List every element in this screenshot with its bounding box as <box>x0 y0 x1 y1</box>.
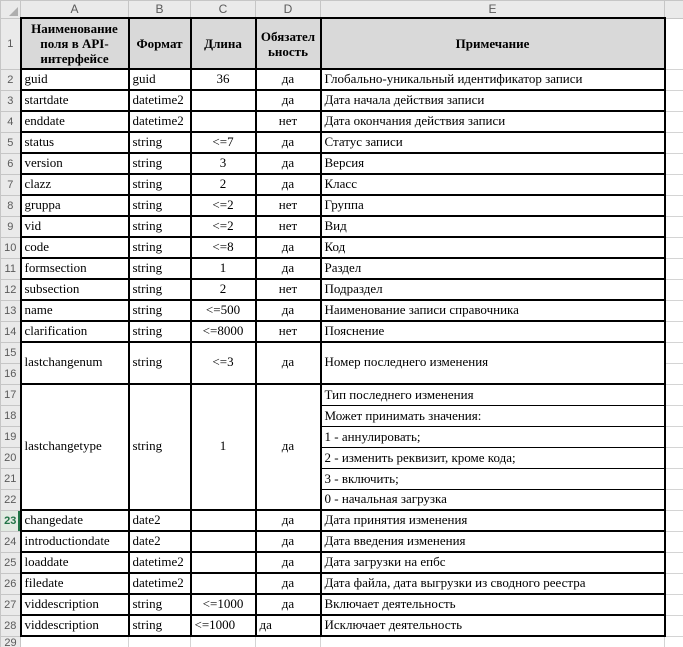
row-header-25[interactable]: 25 <box>1 552 21 573</box>
column-header-f[interactable] <box>665 1 683 19</box>
cell-e17[interactable]: Тип последнего изменения <box>321 384 665 405</box>
cell-e26[interactable]: Дата файла, дата выгрузки из сводного реестра <box>321 573 665 594</box>
cell-b6[interactable]: string <box>129 153 191 174</box>
cell-e4[interactable]: Дата окончания действия записи <box>321 111 665 132</box>
cell-f8[interactable] <box>665 195 683 216</box>
cell-e19[interactable]: 1 - аннулировать; <box>321 426 665 447</box>
cell-f22[interactable] <box>665 489 683 510</box>
cell-a6[interactable]: version <box>21 153 129 174</box>
cell-b24[interactable]: date2 <box>129 531 191 552</box>
row-header-10[interactable]: 10 <box>1 237 21 258</box>
select-all-triangle-icon <box>9 7 18 16</box>
cell-a13[interactable]: name <box>21 300 129 321</box>
cell-f24[interactable] <box>665 531 683 552</box>
cell-f18[interactable] <box>665 405 683 426</box>
column-header-e[interactable]: E <box>321 1 665 19</box>
cell-a24[interactable]: introductiondate <box>21 531 129 552</box>
cell-e7[interactable]: Класс <box>321 174 665 195</box>
cell-d23[interactable]: да <box>256 510 321 531</box>
cell-b13[interactable]: string <box>129 300 191 321</box>
table-row <box>1 552 683 573</box>
cell-d10[interactable]: да <box>256 237 321 258</box>
row-header-27[interactable]: 27 <box>1 594 21 615</box>
cell-f11[interactable] <box>665 258 683 279</box>
cell-d1[interactable]: Обязательность <box>256 18 321 69</box>
cell-c23[interactable] <box>191 510 256 531</box>
cell-f4[interactable] <box>665 111 683 132</box>
cell-c25[interactable] <box>191 552 256 573</box>
cell-c24[interactable] <box>191 531 256 552</box>
table-row <box>1 342 683 363</box>
cell-b14[interactable]: string <box>129 321 191 342</box>
cell-d28[interactable]: да <box>256 615 321 636</box>
cell-b7[interactable]: string <box>129 174 191 195</box>
cell-f21[interactable] <box>665 468 683 489</box>
cell-b10[interactable]: string <box>129 237 191 258</box>
cell-c11[interactable]: 1 <box>191 258 256 279</box>
table-row <box>1 111 683 132</box>
cell-f20[interactable] <box>665 447 683 468</box>
row-header-24[interactable]: 24 <box>1 531 21 552</box>
cell-d4[interactable]: нет <box>256 111 321 132</box>
cell-e22[interactable]: 0 - начальная загрузка <box>321 489 665 510</box>
cell-d5[interactable]: да <box>256 132 321 153</box>
row-header-13[interactable]: 13 <box>1 300 21 321</box>
row-header-6[interactable]: 6 <box>1 153 21 174</box>
cell-e14[interactable]: Пояснение <box>321 321 665 342</box>
row-header-18[interactable]: 18 <box>1 405 21 426</box>
table-row <box>1 153 683 174</box>
table-row <box>1 636 683 647</box>
cell-b1[interactable]: Формат <box>129 18 191 69</box>
cell-d14[interactable]: нет <box>256 321 321 342</box>
cell-c4[interactable] <box>191 111 256 132</box>
cell-b26[interactable]: datetime2 <box>129 573 191 594</box>
cell-b25[interactable]: datetime2 <box>129 552 191 573</box>
cell-f9[interactable] <box>665 216 683 237</box>
cell-c3[interactable] <box>191 90 256 111</box>
row-header-19[interactable]: 19 <box>1 426 21 447</box>
cell-d13[interactable]: да <box>256 300 321 321</box>
cell-c7[interactable]: 2 <box>191 174 256 195</box>
table-row <box>1 279 683 300</box>
cell-a26[interactable]: filedate <box>21 573 129 594</box>
cell-e8[interactable]: Группа <box>321 195 665 216</box>
cell-b23[interactable]: date2 <box>129 510 191 531</box>
row-header-21[interactable]: 21 <box>1 468 21 489</box>
cell-c12[interactable]: 2 <box>191 279 256 300</box>
row-header-5[interactable]: 5 <box>1 132 21 153</box>
cell-a11[interactable]: formsection <box>21 258 129 279</box>
row-header-17[interactable]: 17 <box>1 384 21 405</box>
table-row <box>1 531 683 552</box>
cell-b11[interactable]: string <box>129 258 191 279</box>
row-header-8[interactable]: 8 <box>1 195 21 216</box>
row-header-28[interactable]: 28 <box>1 615 21 636</box>
cell-d2[interactable]: да <box>256 69 321 90</box>
cell-e1[interactable]: Примечание <box>321 18 665 69</box>
cell-c5[interactable]: <=7 <box>191 132 256 153</box>
cell-e10[interactable]: Код <box>321 237 665 258</box>
table-row <box>1 615 683 636</box>
cell-e25[interactable]: Дата загрузки на епбс <box>321 552 665 573</box>
cell-c15[interactable]: <=3 <box>191 342 256 384</box>
cell-f23[interactable] <box>665 510 683 531</box>
row-header-4[interactable]: 4 <box>1 111 21 132</box>
cell-f13[interactable] <box>665 300 683 321</box>
cell-e27[interactable]: Включает деятельность <box>321 594 665 615</box>
cell-e11[interactable]: Раздел <box>321 258 665 279</box>
cell-e13[interactable]: Наименование записи справочника <box>321 300 665 321</box>
cell-d29[interactable] <box>256 636 321 647</box>
cell-b5[interactable]: string <box>129 132 191 153</box>
cell-f6[interactable] <box>665 153 683 174</box>
cell-d12[interactable]: нет <box>256 279 321 300</box>
cell-a4[interactable]: enddate <box>21 111 129 132</box>
cell-f19[interactable] <box>665 426 683 447</box>
row-header-29[interactable]: 29 <box>1 636 21 647</box>
cell-b2[interactable]: guid <box>129 69 191 90</box>
cell-a25[interactable]: loaddate <box>21 552 129 573</box>
row-header-1[interactable]: 1 <box>1 18 21 69</box>
column-header-row <box>1 1 683 19</box>
cell-e6[interactable]: Версия <box>321 153 665 174</box>
cell-b4[interactable]: datetime2 <box>129 111 191 132</box>
cell-c17[interactable]: 1 <box>191 384 256 510</box>
row-header-11[interactable]: 11 <box>1 258 21 279</box>
row-header-16[interactable]: 16 <box>1 363 21 384</box>
row-header-7[interactable]: 7 <box>1 174 21 195</box>
cell-f29[interactable] <box>665 636 683 647</box>
cell-c2[interactable]: 36 <box>191 69 256 90</box>
table-row <box>1 216 683 237</box>
cell-e23[interactable]: Дата принятия изменения <box>321 510 665 531</box>
cell-b15[interactable]: string <box>129 342 191 384</box>
cell-e12[interactable]: Подраздел <box>321 279 665 300</box>
cell-e3[interactable]: Дата начала действия записи <box>321 90 665 111</box>
cell-e24[interactable]: Дата введения изменения <box>321 531 665 552</box>
cell-a10[interactable]: code <box>21 237 129 258</box>
cell-b17[interactable]: string <box>129 384 191 510</box>
table-header-row <box>1 18 683 69</box>
cell-d8[interactable]: нет <box>256 195 321 216</box>
row-header-20[interactable]: 20 <box>1 447 21 468</box>
table-row <box>1 237 683 258</box>
cell-c6[interactable]: 3 <box>191 153 256 174</box>
cell-d9[interactable]: нет <box>256 216 321 237</box>
cell-a28[interactable]: viddescription <box>21 615 129 636</box>
cell-a9[interactable]: vid <box>21 216 129 237</box>
cell-f3[interactable] <box>665 90 683 111</box>
row-header-2[interactable]: 2 <box>1 69 21 90</box>
cell-d27[interactable]: да <box>256 594 321 615</box>
table-row <box>1 195 683 216</box>
cell-f14[interactable] <box>665 321 683 342</box>
cell-c14[interactable]: <=8000 <box>191 321 256 342</box>
cell-d7[interactable]: да <box>256 174 321 195</box>
cell-e20[interactable]: 2 - изменить реквизит, кроме кода; <box>321 447 665 468</box>
cell-d24[interactable]: да <box>256 531 321 552</box>
cell-b8[interactable]: string <box>129 195 191 216</box>
table-row <box>1 258 683 279</box>
table-row <box>1 573 683 594</box>
table-row <box>1 300 683 321</box>
cell-d3[interactable]: да <box>256 90 321 111</box>
cell-a8[interactable]: gruppa <box>21 195 129 216</box>
column-header-a[interactable]: A <box>21 1 129 19</box>
cell-b9[interactable]: string <box>129 216 191 237</box>
table-row <box>1 69 683 90</box>
cell-f25[interactable] <box>665 552 683 573</box>
row-header-15[interactable]: 15 <box>1 342 21 363</box>
table-row <box>1 174 683 195</box>
row-header-9[interactable]: 9 <box>1 216 21 237</box>
cell-d17[interactable]: да <box>256 384 321 510</box>
cell-b3[interactable]: datetime2 <box>129 90 191 111</box>
cell-c13[interactable]: <=500 <box>191 300 256 321</box>
cell-e21[interactable]: 3 - включить; <box>321 468 665 489</box>
cell-a29[interactable] <box>21 636 129 647</box>
row-header-23-selected[interactable]: 23 <box>1 510 21 531</box>
cell-b12[interactable]: string <box>129 279 191 300</box>
row-header-12[interactable]: 12 <box>1 279 21 300</box>
cell-f28[interactable] <box>665 615 683 636</box>
cell-b28[interactable]: string <box>129 615 191 636</box>
cell-c29[interactable] <box>191 636 256 647</box>
cell-e2[interactable]: Глобально-уникальный идентификатор записи <box>321 69 665 90</box>
table-row <box>1 90 683 111</box>
cell-a3[interactable]: startdate <box>21 90 129 111</box>
table-row <box>1 321 683 342</box>
cell-d6[interactable]: да <box>256 153 321 174</box>
cell-a1[interactable]: Наименование поля в API-интерфейсе <box>21 18 129 69</box>
cell-b29[interactable] <box>129 636 191 647</box>
cell-d26[interactable]: да <box>256 573 321 594</box>
row-header-3[interactable]: 3 <box>1 90 21 111</box>
cell-f2[interactable] <box>665 69 683 90</box>
cell-a12[interactable]: subsection <box>21 279 129 300</box>
select-all-corner[interactable] <box>1 1 21 19</box>
cell-f26[interactable] <box>665 573 683 594</box>
cell-e18[interactable]: Может принимать значения: <box>321 405 665 426</box>
cell-a7[interactable]: clazz <box>21 174 129 195</box>
table-row <box>1 384 683 405</box>
column-header-c[interactable]: C <box>191 1 256 19</box>
table-row <box>1 510 683 531</box>
cell-c8[interactable]: <=2 <box>191 195 256 216</box>
cell-c26[interactable] <box>191 573 256 594</box>
cell-d15[interactable]: да <box>256 342 321 384</box>
column-header-b[interactable]: B <box>129 1 191 19</box>
cell-c28[interactable]: <=1000 <box>191 615 256 636</box>
cell-f10[interactable] <box>665 237 683 258</box>
table-row <box>1 594 683 615</box>
cell-f17[interactable] <box>665 384 683 405</box>
cell-b27[interactable]: string <box>129 594 191 615</box>
cell-f27[interactable] <box>665 594 683 615</box>
cell-f15[interactable] <box>665 342 683 363</box>
row-header-22[interactable]: 22 <box>1 489 21 510</box>
cell-e28[interactable]: Исключает деятельность <box>321 615 665 636</box>
cell-f5[interactable] <box>665 132 683 153</box>
cell-c10[interactable]: <=8 <box>191 237 256 258</box>
cell-f1[interactable] <box>665 18 683 69</box>
cell-c9[interactable]: <=2 <box>191 216 256 237</box>
table-row <box>1 132 683 153</box>
cell-f7[interactable] <box>665 174 683 195</box>
cell-f12[interactable] <box>665 279 683 300</box>
cell-d11[interactable]: да <box>256 258 321 279</box>
cell-a27[interactable]: viddescription <box>21 594 129 615</box>
cell-a5[interactable]: status <box>21 132 129 153</box>
column-header-d[interactable]: D <box>256 1 321 19</box>
cell-e15[interactable]: Номер последнего изменения <box>321 342 665 384</box>
row-header-26[interactable]: 26 <box>1 573 21 594</box>
cell-a17[interactable]: lastchangetype <box>21 384 129 510</box>
cell-e9[interactable]: Вид <box>321 216 665 237</box>
cell-a14[interactable]: clarification <box>21 321 129 342</box>
cell-a23[interactable]: changedate <box>21 510 129 531</box>
cell-a2[interactable]: guid <box>21 69 129 90</box>
cell-c27[interactable]: <=1000 <box>191 594 256 615</box>
cell-e29[interactable] <box>321 636 665 647</box>
cell-d25[interactable]: да <box>256 552 321 573</box>
cell-a15[interactable]: lastchangenum <box>21 342 129 384</box>
cell-f16[interactable] <box>665 363 683 384</box>
row-header-14[interactable]: 14 <box>1 321 21 342</box>
cell-c1[interactable]: Длина <box>191 18 256 69</box>
cell-e5[interactable]: Статус записи <box>321 132 665 153</box>
